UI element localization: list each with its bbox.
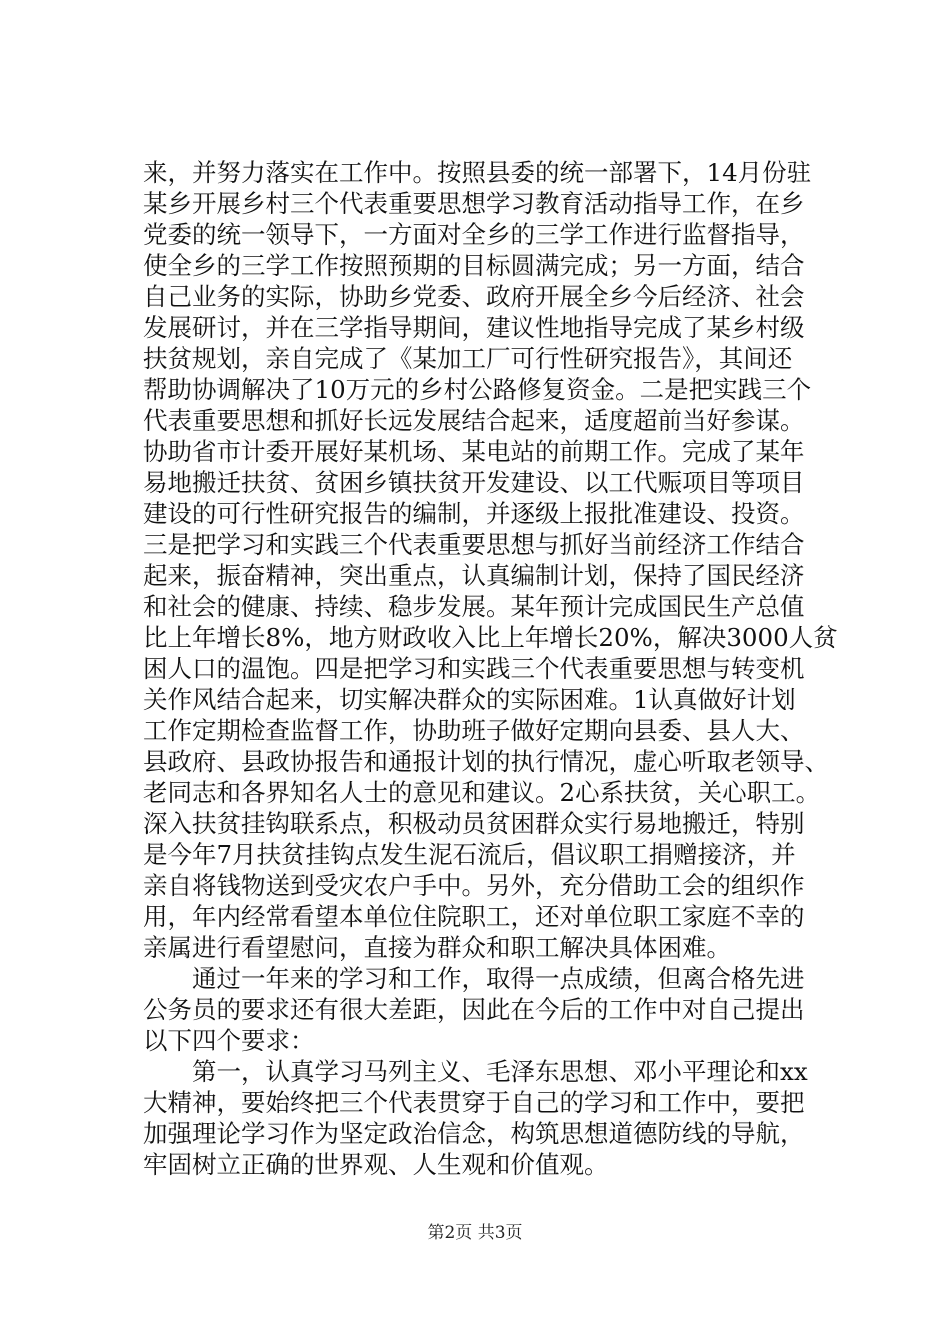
body-text-line: 深入扶贫挂钩联系点，积极动员贫困群众实行易地搬迁，特别 [143,809,805,838]
body-text-line: 关作风结合起来，切实解决群众的实际困难。1认真做好计划 [143,685,796,714]
body-text-line: 牢固树立正确的世界观、人生观和价值观。 [143,1150,609,1179]
body-text-line: 老同志和各界知名人士的意见和建议。2心系扶贫，关心职工。 [143,778,821,807]
body-text-line: 扶贫规划，亲自完成了《某加工厂可行性研究报告》，其间还 [143,344,793,373]
body-text-line: 亲属进行看望慰问，直接为群众和职工解决具体困难。 [143,933,731,962]
body-text-line: 亲自将钱物送到受灾农户手中。另外，充分借助工会的组织作 [143,871,805,900]
body-text-line: 帮助协调解决了10万元的乡村公路修复资金。二是把实践三个 [143,375,812,404]
body-text-line: 第一，认真学习马列主义、毛泽东思想、邓小平理论和xx [143,1057,808,1086]
body-text-line: 党委的统一领导下，一方面对全乡的三学工作进行监督指导， [143,220,805,249]
body-text-line: 是今年7月扶贫挂钩点发生泥石流后，倡议职工捐赠接济，并 [143,840,796,869]
body-text-line: 使全乡的三学工作按照预期的目标圆满完成；另一方面，结合 [143,251,805,280]
body-text-line: 易地搬迁扶贫、贫困乡镇扶贫开发建设、以工代赈项目等项目 [143,468,805,497]
body-text-line: 县政府、县政协报告和通报计划的执行情况，虚心听取老领导、 [143,747,829,776]
body-text-line: 来，并努力落实在工作中。按照县委的统一部署下，14月份驻 [143,158,812,187]
body-text-line: 自己业务的实际，协助乡党委、政府开展全乡今后经济、社会 [143,282,805,311]
body-text-line: 某乡开展乡村三个代表重要思想学习教育活动指导工作，在乡 [143,189,805,218]
body-text-line: 协助省市计委开展好某机场、某电站的前期工作。完成了某年 [143,437,805,466]
body-text-line: 代表重要思想和抓好长远发展结合起来，适度超前当好参谋。 [143,406,805,435]
body-text-line: 建设的可行性研究报告的编制，并逐级上报批准建设、投资。 [143,499,805,528]
body-text-line: 三是把学习和实践三个代表重要思想与抓好当前经济工作结合 [143,530,805,559]
body-text-line: 大精神，要始终把三个代表贯穿于自己的学习和工作中，要把 [143,1088,805,1117]
body-text-line: 起来，振奋精神，突出重点，认真编制计划，保持了国民经济 [143,561,805,590]
body-text-line: 困人口的温饱。四是把学习和实践三个代表重要思想与转变机 [143,654,805,683]
body-text-line: 公务员的要求还有很大差距，因此在今后的工作中对自己提出 [143,995,805,1024]
body-text-line: 工作定期检查监督工作，协助班子做好定期向县委、县人大、 [143,716,805,745]
body-text-line: 发展研讨，并在三学指导期间，建议性地指导完成了某乡村级 [143,313,805,342]
body-text-line: 用，年内经常看望本单位住院职工，还对单位职工家庭不幸的 [143,902,805,931]
body-text-line: 和社会的健康、持续、稳步发展。某年预计完成国民生产总值 [143,592,805,621]
body-text-line: 以下四个要求： [143,1026,315,1055]
body-text-line: 通过一年来的学习和工作，取得一点成绩，但离合格先进 [143,964,805,993]
body-text-line: 加强理论学习作为坚定政治信念，构筑思想道德防线的导航， [143,1119,805,1148]
page-number-footer: 第2页 共3页 [427,1223,523,1243]
body-text-line: 比上年增长8%，地方财政收入比上年增长20%，解决3000人贫 [143,623,838,652]
